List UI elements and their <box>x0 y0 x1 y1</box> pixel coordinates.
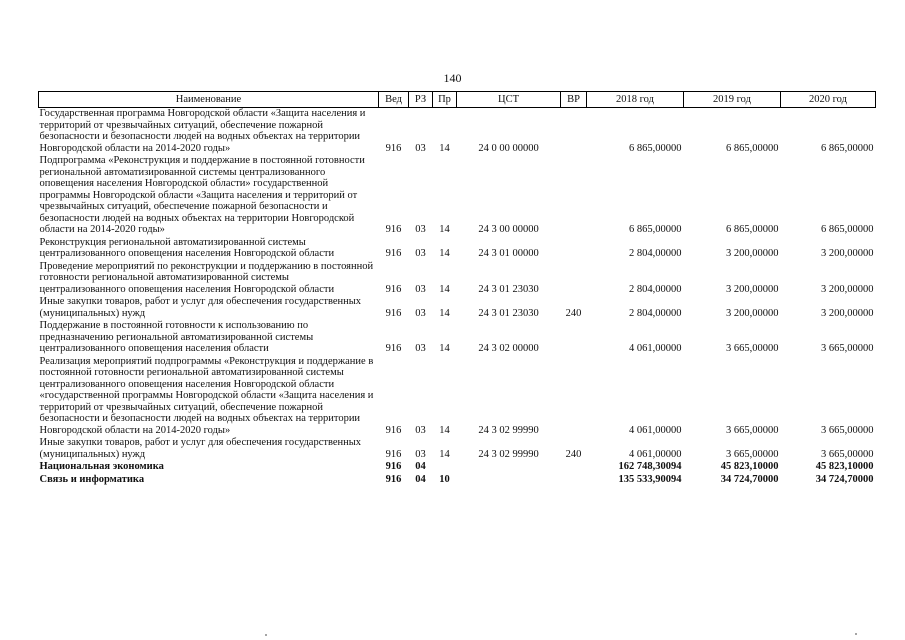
table-row <box>39 356 876 438</box>
cell-rz: 03 <box>415 424 426 436</box>
cell-name: Проведение мероприятий по реконструкции и поддержанию в постоянной готовности региональной автоматизированной системы централизованного оповещения населения Новгородской области <box>39 260 374 295</box>
cell-ved: 916 <box>385 224 402 235</box>
cell-name: Связь и информатика <box>39 473 145 485</box>
cell-name: Поддержание в постоянной готовности к использованию по предназначению региональной автоматизированной системы централизованного оповещения населения области <box>39 320 314 354</box>
header-rz: РЗ <box>409 92 433 108</box>
cell-rz: 03 <box>415 248 426 259</box>
cell-vr <box>561 474 587 487</box>
cell-rz: 03 <box>415 224 426 235</box>
cell-pr: 14 <box>439 307 450 319</box>
cell-name: Государственная программа Новгородской области «Защита населения и территорий от чрезвычайных ситуаций, обеспечение пожарной безопасности и безопасности людей на водных объектах на территории Новгородской области на 2014-2020 годы» <box>39 108 366 154</box>
cell-pr: 14 <box>439 224 450 235</box>
cell-2018: 135 533,90094 <box>618 473 682 485</box>
cell-rz: 04 <box>415 461 426 472</box>
cell-name: Иные закупки товаров, работ и услуг для обеспечения государственных (муниципальных) нужд <box>39 296 362 319</box>
cell-2020: 45 823,10000 <box>815 461 874 472</box>
cell-pr: 10 <box>439 473 450 485</box>
cell-cst: 24 3 02 99990 <box>478 448 539 460</box>
cell-2018: 2 804,00000 <box>629 248 682 259</box>
cell-vr <box>561 356 587 438</box>
cell-2019: 3 665,00000 <box>726 343 779 354</box>
table-body <box>39 108 876 487</box>
cell-2018: 6 865,00000 <box>629 142 682 154</box>
cell-name: Подпрограмма «Реконструкция и поддержание в постоянной готовности региональной автоматизированной системы централизованного оповещения населения Новгородской области» государственной программы Новгородской области «Защита населения и территорий от чрезвычайных ситуаций, обеспечение пожарной безопасности и безопасности людей на водных объектах на территории Новгородской области на 2014-2020 годы» <box>39 155 365 235</box>
cell-2019: 6 865,00000 <box>726 224 779 235</box>
table-row <box>39 474 876 487</box>
cell-2018: 4 061,00000 <box>629 424 682 436</box>
cell-ved: 916 <box>385 343 402 354</box>
cell-cst: 24 3 01 00000 <box>478 248 539 259</box>
cell-pr: 14 <box>439 248 450 259</box>
cell-rz: 03 <box>415 142 426 154</box>
cell-ved: 916 <box>385 424 402 436</box>
cell-name: Реконструкция региональной автоматизированной системы централизованного оповещения населения Новгородской области <box>39 236 335 259</box>
cell-2020: 3 665,00000 <box>821 424 874 436</box>
cell-2019: 3 200,00000 <box>726 248 779 259</box>
table-row <box>39 320 876 356</box>
cell-vr <box>561 108 587 156</box>
cell-2020: 34 724,70000 <box>815 473 874 485</box>
cell-cst <box>457 461 561 474</box>
cell-ved: 916 <box>385 448 402 460</box>
cell-ved: 916 <box>385 307 402 319</box>
budget-table <box>38 91 876 486</box>
table-row <box>39 261 876 297</box>
cell-name: Реализация мероприятий подпрограммы «Реконструкция и поддержание в постоянной готовности региональной автоматизированной системы централизованного оповещения населения Новгородской области «государственной программы Новгородской области «Защита населения и территорий от чрезвычайных ситуаций, обеспечение пожарной безопасности и безопасности людей на водных объектах на территории Новгородской области на 2014-2020 годы» <box>39 355 374 436</box>
cell-vr <box>561 320 587 356</box>
cell-rz: 03 <box>415 448 426 460</box>
cell-rz: 03 <box>415 343 426 354</box>
cell-name: Национальная экономика <box>39 461 164 472</box>
cell-pr: 14 <box>439 142 450 154</box>
cell-cst: 24 3 02 99990 <box>478 424 539 436</box>
cell-ved: 916 <box>385 248 402 259</box>
cell-2020: 3 200,00000 <box>821 307 874 319</box>
cell-pr: 14 <box>439 424 450 436</box>
table-row <box>39 155 876 237</box>
cell-2020: 3 665,00000 <box>821 448 874 460</box>
cell-2018: 2 804,00000 <box>629 283 682 295</box>
cell-rz: 03 <box>415 307 426 319</box>
cell-pr: 14 <box>439 448 450 460</box>
header-2020: 2020 год <box>781 92 876 108</box>
table-row <box>39 237 876 261</box>
cell-cst: 24 3 02 00000 <box>478 343 539 354</box>
page-number: 140 <box>443 71 462 85</box>
cell-2018: 2 804,00000 <box>629 307 682 319</box>
cell-cst: 24 3 00 00000 <box>478 224 539 235</box>
header-2018: 2018 год <box>587 92 684 108</box>
cell-cst <box>457 474 561 487</box>
cell-2019: 3 200,00000 <box>726 307 779 319</box>
cell-2020: 3 200,00000 <box>821 283 874 295</box>
table-row <box>39 437 876 461</box>
cell-2019: 6 865,00000 <box>726 142 779 154</box>
cell-pr: 14 <box>439 343 450 354</box>
header-cst: ЦСТ <box>457 92 561 108</box>
cell-ved: 916 <box>385 473 402 485</box>
cell-pr <box>433 461 457 474</box>
cell-2019: 3 665,00000 <box>726 448 779 460</box>
cell-ved: 916 <box>385 142 402 154</box>
cell-vr: 240 <box>565 307 582 319</box>
cell-vr <box>561 261 587 297</box>
cell-rz: 04 <box>415 473 426 485</box>
header-ved: Вед <box>379 92 409 108</box>
scan-speck <box>265 634 267 636</box>
cell-2018: 4 061,00000 <box>629 343 682 354</box>
header-vr: ВР <box>561 92 587 108</box>
cell-pr: 14 <box>439 283 450 295</box>
cell-2020: 6 865,00000 <box>821 224 874 235</box>
cell-cst: 24 0 00 00000 <box>478 142 539 154</box>
cell-2019: 34 724,70000 <box>720 473 779 485</box>
scan-speck <box>855 633 857 635</box>
cell-2020: 3 200,00000 <box>821 248 874 259</box>
cell-2018: 4 061,00000 <box>629 448 682 460</box>
cell-2020: 3 665,00000 <box>821 343 874 354</box>
table-row <box>39 296 876 320</box>
cell-rz: 03 <box>415 283 426 295</box>
table-header-row <box>39 92 876 108</box>
cell-2018: 162 748,30094 <box>618 461 682 472</box>
cell-2019: 45 823,10000 <box>720 461 779 472</box>
header-pr: Пр <box>433 92 457 108</box>
cell-vr <box>561 237 587 261</box>
header-2019: 2019 год <box>684 92 781 108</box>
table-row <box>39 461 876 474</box>
cell-vr <box>561 461 587 474</box>
cell-ved: 916 <box>385 283 402 295</box>
cell-2019: 3 665,00000 <box>726 424 779 436</box>
cell-cst: 24 3 01 23030 <box>478 307 539 319</box>
header-name: Наименование <box>39 92 379 108</box>
cell-name: Иные закупки товаров, работ и услуг для обеспечения государственных (муниципальных) нужд <box>39 437 362 460</box>
cell-2019: 3 200,00000 <box>726 283 779 295</box>
cell-vr: 240 <box>565 448 582 460</box>
cell-vr <box>561 155 587 237</box>
cell-2020: 6 865,00000 <box>821 142 874 154</box>
cell-cst: 24 3 01 23030 <box>478 283 539 295</box>
cell-ved: 916 <box>385 461 402 472</box>
table-row <box>39 108 876 156</box>
cell-2018: 6 865,00000 <box>629 224 682 235</box>
